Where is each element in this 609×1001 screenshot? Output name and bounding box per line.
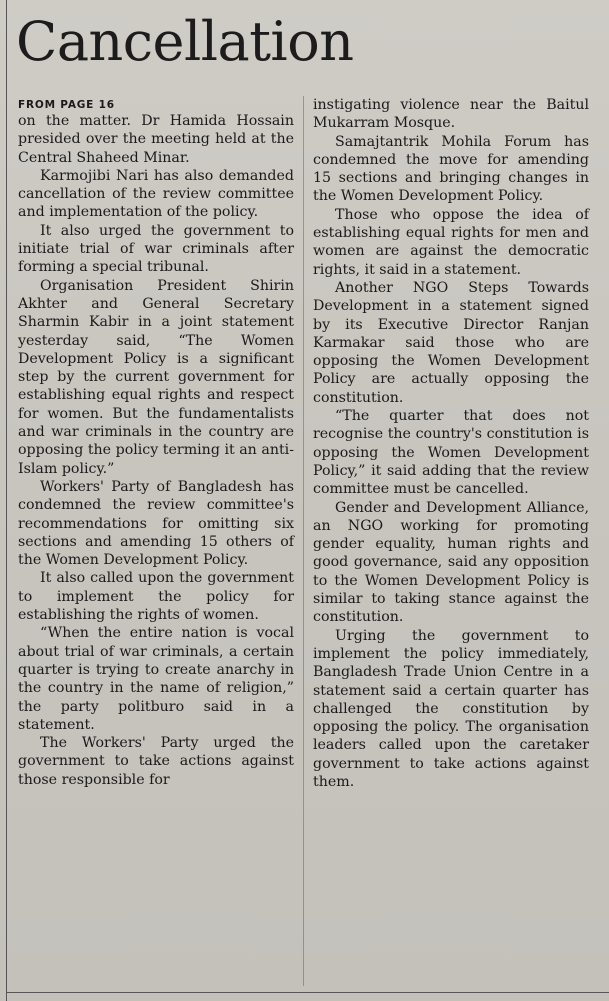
paragraph: “The quarter that does not recognise the country's constitution is opposing the Women Development Policy,” it said adding that the review committee must be cancelled. bbox=[313, 408, 589, 498]
paragraph: Gender and Development Alliance, an NGO working for promoting gender equality, human rights and good governance, said any opposition to the Women Development Policy is similar to taking stance against the constitution. bbox=[313, 499, 589, 626]
paragraph: on the matter. Dr Hamida Hossain presided over the meeting held at the Central Shaheed Minar. bbox=[18, 113, 294, 166]
paragraph: The Workers' Party urged the government to take actions against those responsible for bbox=[18, 735, 294, 788]
paragraph: Another NGO Steps Towards Development in a statement signed by its Executive Director Ranjan Karmakar said those who are opposing the Women Development Policy are actually opposing the constitution. bbox=[313, 279, 589, 406]
paragraph: Samajtantrik Mohila Forum has condemned the move for amending 15 sections and bringing changes in the Women Development Policy. bbox=[313, 133, 589, 205]
paragraph: Those who oppose the idea of establishing equal rights for men and women are against the democratic rights, it said in a statement. bbox=[313, 206, 589, 278]
paragraph: It also urged the government to initiate trial of war criminals after forming a special tribunal. bbox=[18, 222, 294, 276]
paragraph: instigating violence near the Baitul Mukarram Mosque. bbox=[313, 97, 589, 132]
paragraph: It also called upon the government to implement the policy for establishing the rights of women. bbox=[18, 570, 294, 624]
paragraph: “When the entire nation is vocal about trial of war criminals, a certain quarter is trying to create anarchy in the country in the name of religion,” the party politburo said in a statement. bbox=[18, 625, 294, 733]
right-column bbox=[313, 96, 589, 791]
bottom-border-rule bbox=[6, 992, 609, 993]
left-border-rule bbox=[6, 0, 7, 1001]
left-column bbox=[18, 96, 294, 789]
paragraph: Organisation President Shirin Akhter and General Secretary Sharmin Kabir in a joint statement yesterday said, “The Women Development Policy is a significant step by the current government for establishing equal rights and respect for women. But the fundamentalists and war criminals in the country are opposing the policy terming it an anti-Islam policy.” bbox=[18, 277, 294, 477]
paragraph: Urging the government to implement the policy immediately, Bangladesh Trade Union Centre in a statement said a certain quarter has challenged the constitution by opposing the policy. The organisation leaders called upon the caretaker government to take actions against them. bbox=[313, 627, 589, 790]
column-divider bbox=[303, 96, 304, 986]
continuation-kicker: FROM PAGE 16 bbox=[18, 99, 115, 111]
paragraph: Karmojibi Nari has also demanded cancellation of the review committee and implementation of the policy. bbox=[18, 167, 294, 221]
paragraph: Workers' Party of Bangladesh has condemned the review committee's recommendations for omitting six sections and amending 15 others of the Women Development Policy. bbox=[18, 478, 294, 569]
headline: Cancellation bbox=[16, 10, 354, 73]
